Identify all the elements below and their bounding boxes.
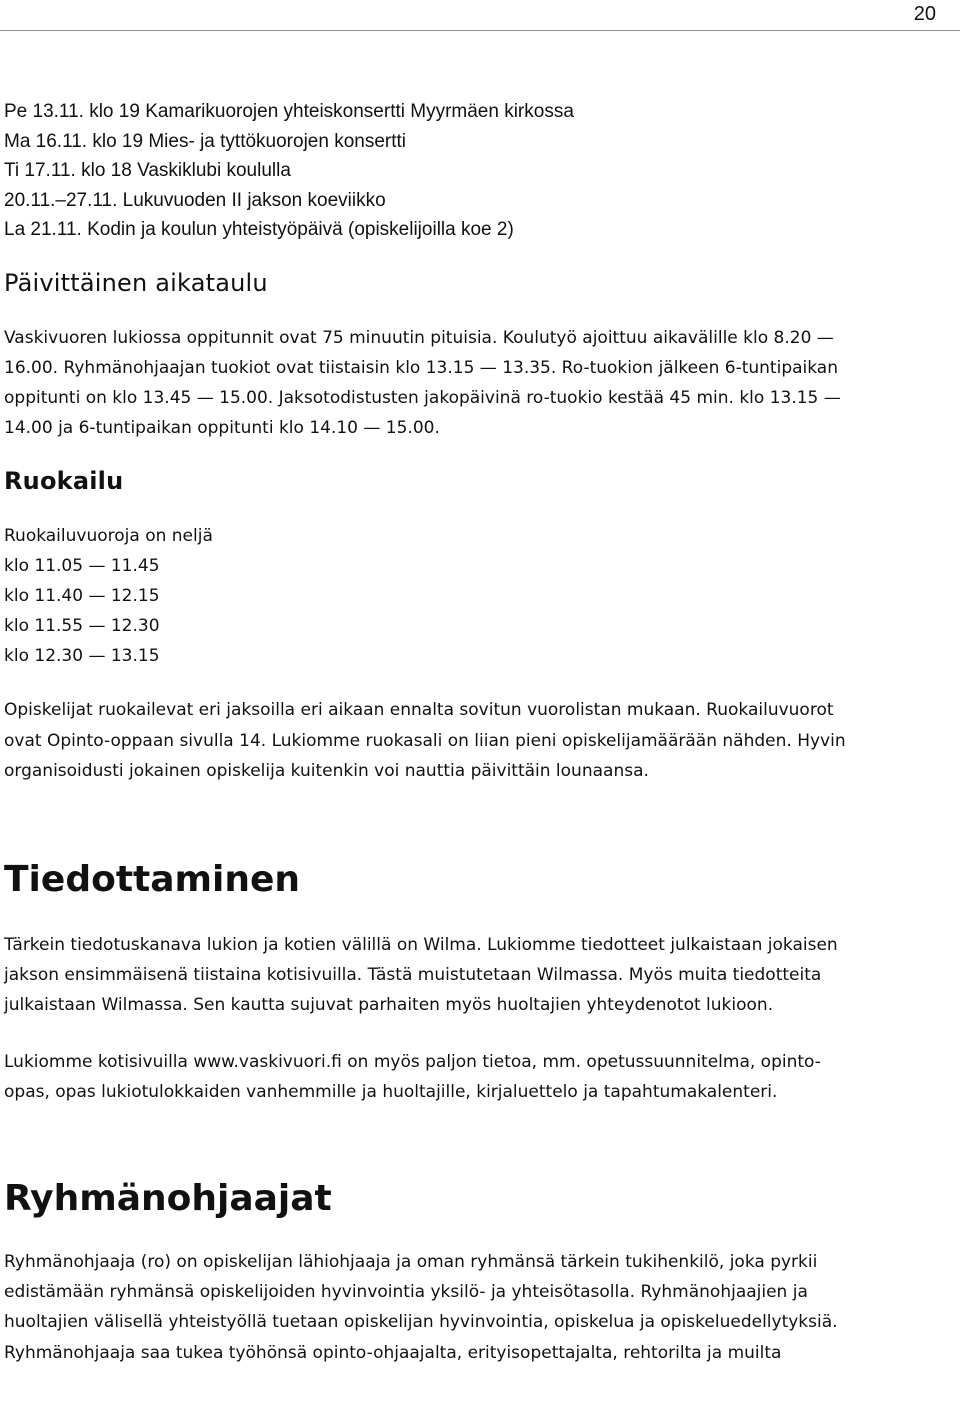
food-time-item: klo 11.40 — 12.15 xyxy=(4,586,160,607)
event-list xyxy=(4,97,944,245)
group-leaders-line: huoltajien välisellä yhteistyöllä tuetaan opiskelijan hyvinvointia, opiskelua ja opiskeluedellytyksiä. xyxy=(4,1312,838,1333)
daily-schedule-paragraph xyxy=(4,323,944,444)
group-leaders-paragraph xyxy=(4,1247,944,1368)
daily-schedule-line: oppitunti on klo 13.45 — 15.00. Jaksotodistusten jakopäivinä ro-tuokio kestää 45 min. klo 13.15 — xyxy=(4,387,841,408)
food-times xyxy=(4,521,944,671)
food-time-item: klo 11.55 — 12.30 xyxy=(4,616,160,637)
information-paragraph-1 xyxy=(4,930,944,1021)
daily-schedule-line: Vaskivuoren lukiossa oppitunnit ovat 75 minuutin pituisia. Koulutyö ajoittuu aikavälille klo 8.20 — xyxy=(4,327,834,348)
daily-schedule-line: 16.00. Ryhmänohjaajan tuokiot ovat tiistaisin klo 13.15 — 13.35. Ro-tuokion jälkeen 6-tuntipaikan xyxy=(4,357,838,378)
information-line: julkaistaan Wilmassa. Sen kautta sujuvat parhaiten myös huoltajien yhteydenotot lukioon. xyxy=(4,995,774,1016)
food-paragraph xyxy=(4,695,944,786)
daily-schedule-line: 14.00 ja 6-tuntipaikan oppitunti klo 14.10 — 15.00. xyxy=(4,418,440,439)
information-line: Lukiomme kotisivuilla www.vaskivuori.fi on myös paljon tietoa, mm. opetussuunnitelma, opinto- xyxy=(4,1051,821,1072)
food-heading: Ruokailu xyxy=(4,467,124,496)
event-item: La 21.11. Kodin ja koulun yhteistyöpäivä (opiskelijoilla koe 2) xyxy=(4,219,514,240)
group-leaders-line: edistämään ryhmänsä opiskelijoiden hyvinvointia yksilö- ja yhteisötasolla. Ryhmänohjaajien ja xyxy=(4,1282,808,1303)
information-heading: Tiedottaminen xyxy=(4,858,301,900)
event-item: Ti 17.11. klo 18 Vaskiklubi koululla xyxy=(4,160,291,181)
food-time-item: klo 11.05 — 11.45 xyxy=(4,556,160,577)
information-line: opas, opas lukiotulokkaiden vanhemmille ja huoltajille, kirjaluettelo ja tapahtumakalenteri. xyxy=(4,1081,778,1102)
information-line: jakson ensimmäisenä tiistaina kotisivuilla. Tästä muistutetaan Wilmassa. Myös muita tiedotteita xyxy=(4,965,822,986)
food-paragraph-line: Opiskelijat ruokailevat eri jaksoilla eri aikaan ennalta sovitun vuorolistan mukaan. Ruokailuvuorot xyxy=(4,700,834,721)
food-paragraph-line: ovat Opinto-oppaan sivulla 14. Lukiomme ruokasali on liian pieni opiskelijamäärään nähden. Hyvin xyxy=(4,730,846,751)
information-line: Tärkein tiedotuskanava lukion ja kotien välillä on Wilma. Lukiomme tiedotteet julkaistaan jokaisen xyxy=(4,934,838,955)
page-number: 20 xyxy=(913,3,936,25)
event-item: 20.11.–27.11. Lukuvuoden II jakson koeviikko xyxy=(4,189,386,211)
group-leaders-line: Ryhmänohjaaja (ro) on opiskelijan lähiohjaaja ja oman ryhmänsä tärkein tukihenkilö, joka pyrkii xyxy=(4,1251,818,1272)
daily-schedule-heading: Päivittäinen aikataulu xyxy=(4,268,268,297)
information-paragraph-2 xyxy=(4,1047,944,1107)
page-header xyxy=(0,0,960,31)
group-leaders-heading: Ryhmänohjaajat xyxy=(4,1177,332,1219)
food-intro: Ruokailuvuoroja on neljä xyxy=(4,526,213,547)
event-item: Ma 16.11. klo 19 Mies- ja tyttökuorojen konsertti xyxy=(4,130,407,152)
event-item: Pe 13.11. klo 19 Kamarikuorojen yhteiskonsertti Myyrmäen kirkossa xyxy=(4,101,574,122)
food-paragraph-line: organisoidusti jokainen opiskelija kuitenkin voi nauttia päivittäin lounaansa. xyxy=(4,760,649,781)
document-content xyxy=(4,97,944,1368)
food-time-item: klo 12.30 — 13.15 xyxy=(4,646,160,667)
group-leaders-line: Ryhmänohjaaja saa tukea työhönsä opinto-ohjaajalta, erityisopettajalta, rehtorilta ja muilta xyxy=(4,1342,782,1363)
